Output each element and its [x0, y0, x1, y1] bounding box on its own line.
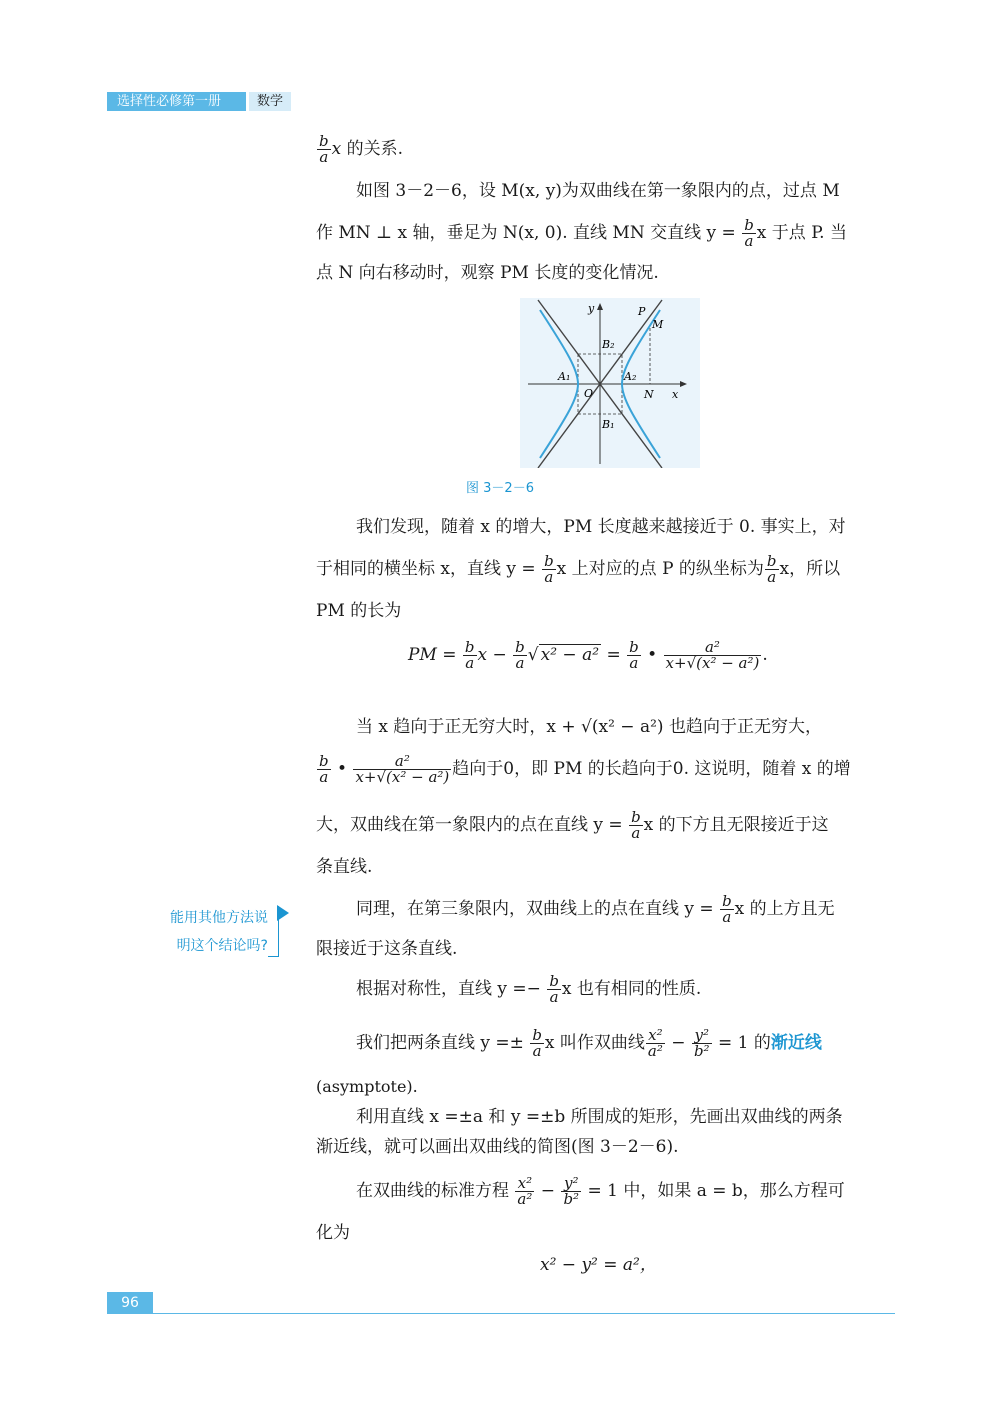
header-subject: 数学 — [249, 92, 291, 111]
text-line: 当 x 趋向于正无穷大时，x + √(x² − a²) 也趋向于正无穷大， — [356, 717, 822, 737]
label-y: y — [588, 302, 595, 315]
text-line: 限接近于这条直线. — [316, 939, 458, 959]
text-line: 同理，在第三象限内，双曲线上的点在直线 y = $\frac{b}{a}$ x 的上方且无 — [356, 892, 835, 926]
label-x: x — [672, 388, 679, 401]
hyperbola-figure — [520, 298, 700, 468]
text-line: $\frac{b}{a}$ x 的关系. — [319, 132, 404, 166]
text-line: 化为 — [316, 1223, 350, 1243]
text-line: 我们把两条直线 y =± $\frac{b}{a}$ x 叫作双曲线 $\frac{\text{x²}}{\text{a²}}$ − $\frac{\text{y²}}{\text{b²}}$ = 1 的渐近线 — [356, 1026, 822, 1060]
label-M: M — [652, 318, 664, 331]
fraction-b-over-a: $\frac{b}{a}$ — [319, 132, 329, 166]
margin-note-arrow-icon — [277, 905, 289, 921]
label-A1: A₁ — [558, 370, 571, 383]
margin-note: 能用其他方法说 明这个结论吗? — [170, 910, 268, 954]
text-line: 点 N 向右移动时，观察 PM 长度的变化情况. — [316, 263, 659, 283]
text-line: 如图 3－2－6，设 M(x, y)为双曲线在第一象限内的点，过点 M — [356, 181, 840, 201]
label-O: O — [584, 387, 594, 400]
fraction-b-over-a: $\frac{b}{a}$ — [544, 552, 554, 586]
text-line: 在双曲线的标准方程 $\frac{\text{x²}}{\text{a²}}$ − $\frac{\text{y²}}{\text{b²}}$ = 1 中，如果 a = b，那么方程可 — [356, 1174, 845, 1208]
page-number: 96 — [107, 1292, 153, 1314]
fraction-b-over-a: $\frac{b}{a}$ — [744, 216, 754, 250]
label-P: P — [638, 305, 646, 318]
text-line: 根据对称性，直线 y =− $\frac{b}{a}$ x 也有相同的性质. — [356, 972, 702, 1006]
label-N: N — [644, 388, 654, 401]
text-line: 作 MN ⊥ x 轴，垂足为 N(x, 0). 直线 MN 交直线 y = $\frac{b}{a}$ x 于点 P. 当 — [316, 216, 847, 250]
text-line: 于相同的横坐标 x，直线 y = $\frac{b}{a}$ x 上对应的点 P 的纵坐标为 $\frac{b}{a}$ x，所以 — [316, 552, 841, 586]
text-line: (asymptote). — [316, 1077, 418, 1096]
figure-caption: 图 3－2－6 — [466, 481, 534, 496]
text-line: $\frac{b}{a}$ • $\frac{\text{a²}}{\text{x+√(x² − a²)}}$ 趋向于0，即 PM 的长趋向于0. 这说明，随着 x 的增 — [319, 752, 851, 786]
header-book-title: 选择性必修第一册 — [107, 92, 246, 111]
text-line: PM 的长为 — [316, 601, 402, 621]
label-B2: B₂ — [602, 338, 615, 351]
running-header — [107, 92, 291, 111]
footer-divider — [153, 1313, 895, 1314]
label-A2: A₂ — [624, 370, 637, 383]
text-line: 我们发现，随着 x 的增大，PM 长度越来越接近于 0. 事实上，对 — [356, 517, 846, 537]
display-formula: PM = $\frac{b}{a}$ x − $\frac{b}{a}$ √ x² − a² = $\frac{b}{a}$ • $\frac{\text{a²}}{\text{x+√(x² − a²)}}$ . — [408, 638, 768, 672]
text-line: 大，双曲线在第一象限内的点在直线 y = $\frac{b}{a}$ x 的下方且无限接近于这 — [316, 808, 829, 842]
label-B1: B₁ — [602, 418, 615, 431]
fraction-b-over-a: $\frac{b}{a}$ — [766, 552, 777, 586]
figure-background — [520, 298, 700, 468]
display-equation: x² − y² = a²， — [540, 1255, 657, 1275]
text-line: 条直线. — [316, 857, 373, 877]
text-line: 利用直线 x =±a 和 y =±b 所围成的矩形，先画出双曲线的两条 — [356, 1107, 843, 1127]
text-line: 渐近线，就可以画出双曲线的简图(图 3－2－6). — [316, 1137, 679, 1157]
keyword-asymptote: 渐近线 — [770, 1033, 822, 1053]
